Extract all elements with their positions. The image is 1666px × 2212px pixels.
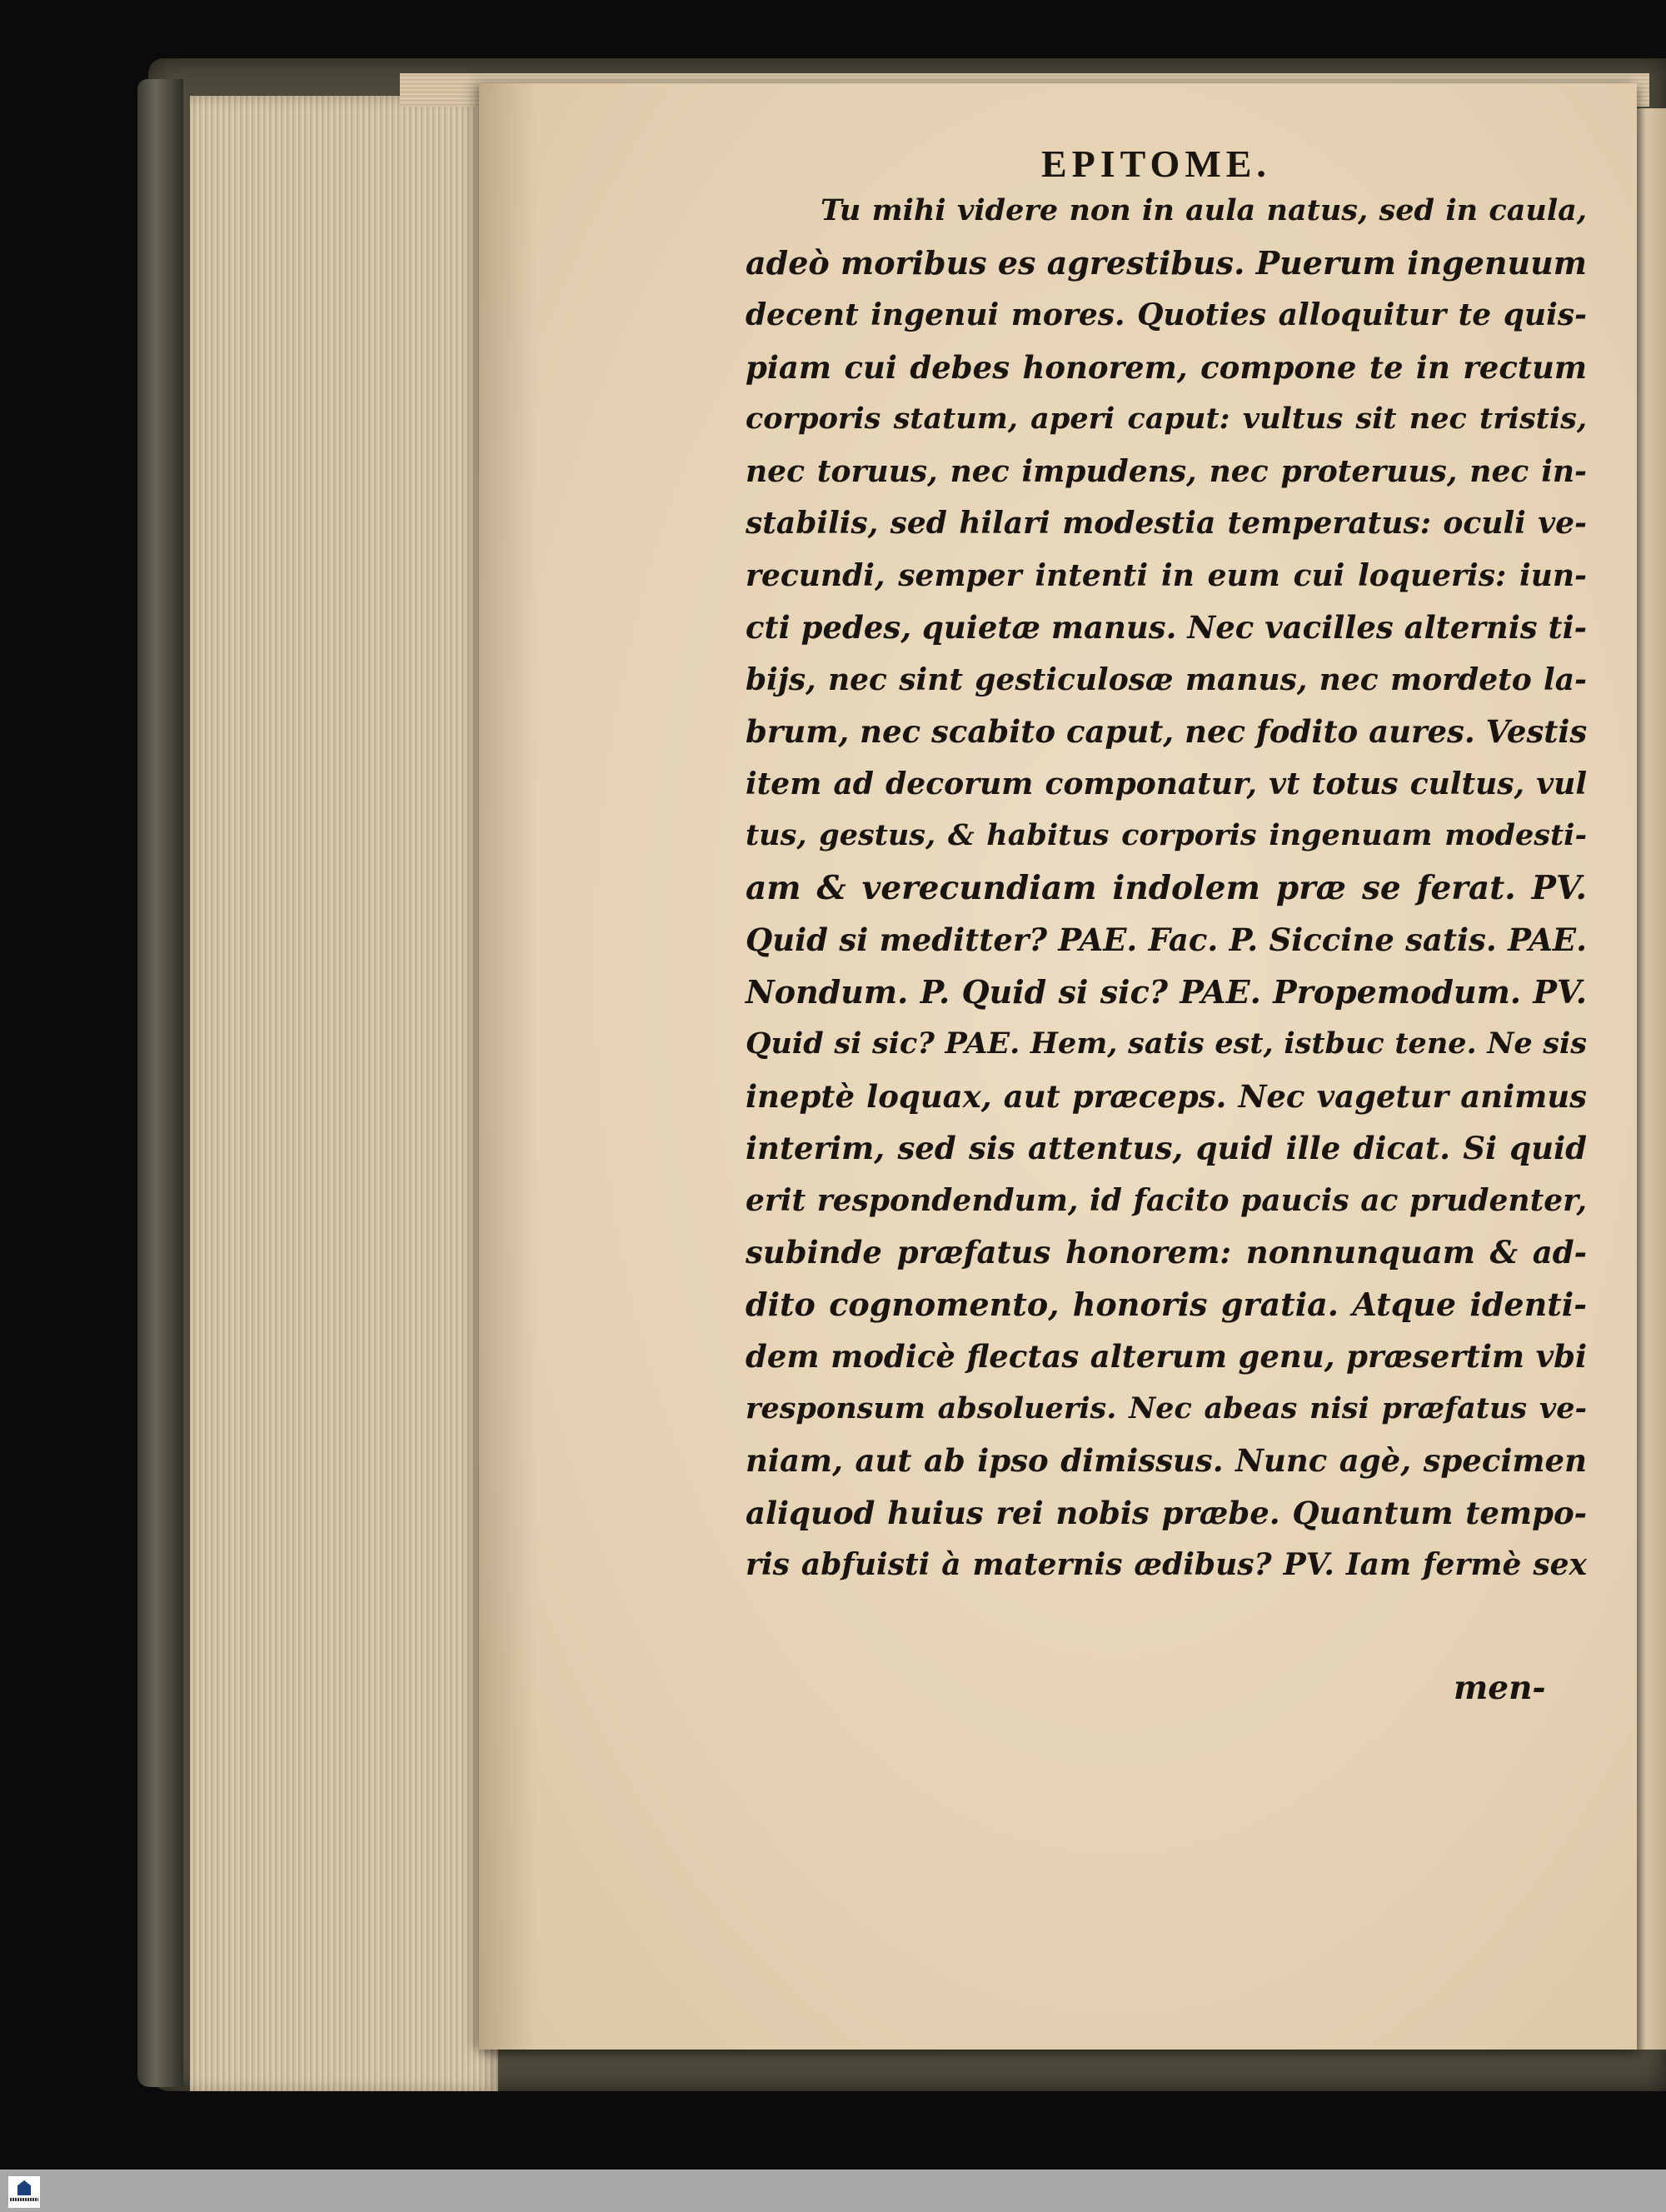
text-line: item ad decorum componatur, vt totus cultus, vul bbox=[746, 766, 1587, 801]
text-line: Quid si meditter? PAE. Fac. P. Siccine satis. PAE. bbox=[746, 921, 1587, 958]
text-line: brum, nec scabito caput, nec fodito aures. Vestis bbox=[746, 713, 1588, 750]
gutter-shadow bbox=[479, 83, 537, 2050]
text-line: subinde præfatus honorem: nonnunquam & ad- bbox=[746, 1234, 1587, 1271]
text-line: recundi, semper intenti in eum cui loqueris: iun- bbox=[746, 557, 1587, 593]
catchword: men- bbox=[1454, 1669, 1546, 1707]
text-line: dem modicè flectas alterum genu, præsertim vbi bbox=[746, 1338, 1587, 1375]
text-line: tus, gestus, & habitus corporis ingenuam modesti- bbox=[746, 818, 1587, 852]
text-block bbox=[746, 185, 1587, 1591]
text-line: Tu mihi videre non in aula natus, sed in caula, bbox=[821, 193, 1587, 227]
text-line: niam, aut ab ipso dimissus. Nunc agè, specimen bbox=[746, 1442, 1587, 1479]
text-line: interim, sed sis attentus, quid ille dicat. Si quid bbox=[746, 1130, 1587, 1166]
text-line: cti pedes, quietæ manus. Nec vacilles alternis ti- bbox=[746, 609, 1587, 646]
crest-shield-icon bbox=[17, 2180, 31, 2195]
text-line: nec toruus, nec impudens, nec proteruus, nec in- bbox=[746, 453, 1587, 489]
text-line: dito cognomento, honoris gratia. Atque identi- bbox=[746, 1285, 1587, 1323]
text-line: corporis statum, aperi caput: vultus sit nec tristis, bbox=[746, 402, 1587, 436]
text-line: Nondum. P. Quid si sic? PAE. Propemodum. PV. bbox=[746, 972, 1587, 1011]
text-line: adeò moribus es agrestibus. Puerum ingenuum bbox=[746, 243, 1587, 282]
text-line: decent ingenui mores. Quoties alloquitur te quis- bbox=[746, 297, 1587, 332]
running-head: EPITOME. bbox=[1041, 142, 1271, 185]
text-line: aliquod huius rei nobis præbe. Quantum tempo- bbox=[746, 1494, 1587, 1531]
book-spine-edge bbox=[137, 79, 183, 2087]
library-crest-icon[interactable] bbox=[8, 2176, 40, 2208]
text-line: am & verecundiam indolem præ se ferat. PV. bbox=[746, 868, 1587, 907]
crest-caption bbox=[10, 2198, 38, 2201]
text-line: bijs, nec sint gesticulosæ manus, nec mordeto la- bbox=[746, 662, 1587, 697]
text-line: piam cui debes honorem, compone te in rectum bbox=[746, 348, 1587, 386]
text-line: stabilis, sed hilari modestia temperatus: oculi ve- bbox=[746, 506, 1587, 541]
page-block-edges bbox=[190, 96, 498, 2091]
text-line: erit respondendum, id facito paucis ac prudenter, bbox=[746, 1182, 1587, 1218]
viewer-footer-bar bbox=[0, 2170, 1666, 2212]
text-line: Quid si sic? PAE. Hem, satis est, istbuc tene. Ne sis bbox=[746, 1026, 1587, 1061]
text-line: ris abfuisti à maternis ædibus? PV. Iam fermè sex bbox=[746, 1547, 1587, 1582]
text-line: responsum absolueris. Nec abeas nisi præfatus ve- bbox=[746, 1391, 1587, 1426]
text-line: ineptè loquax, aut præceps. Nec vagetur animus bbox=[746, 1077, 1587, 1115]
